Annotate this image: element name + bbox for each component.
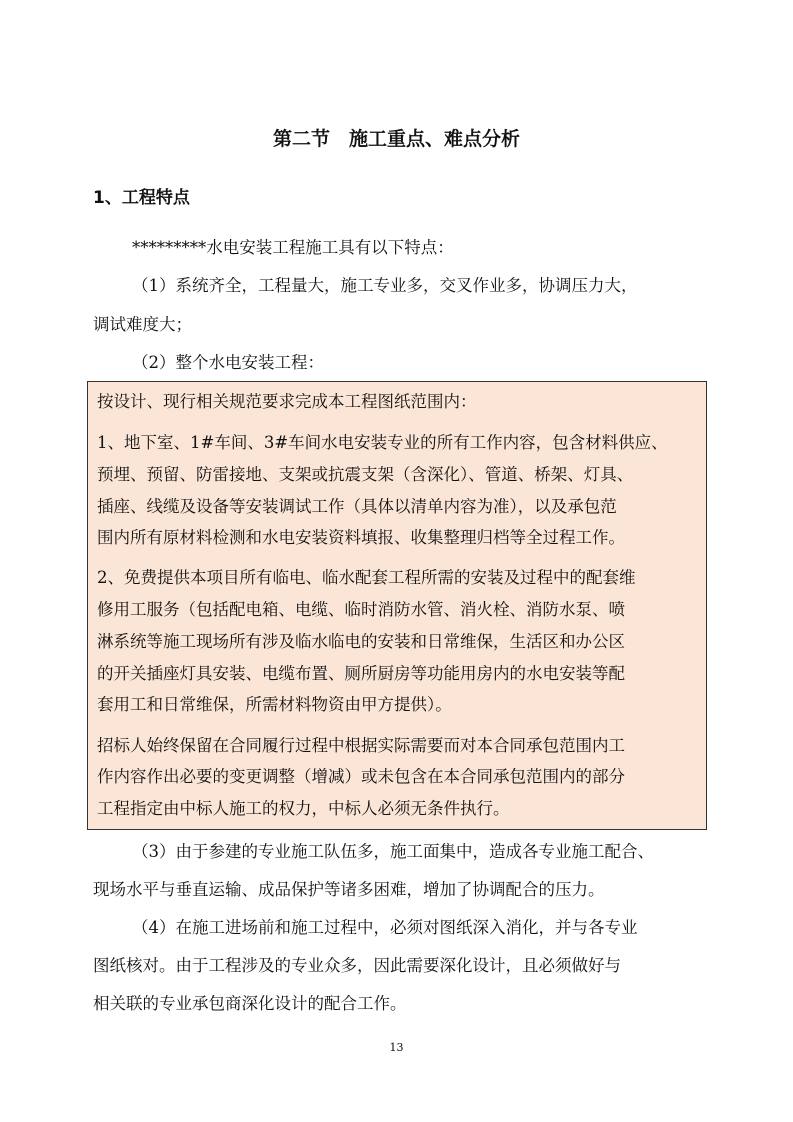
scope-item3-line: 工程指定由中标人施工的权力，中标人必须无条件执行。	[97, 799, 510, 818]
scope-box	[87, 381, 707, 830]
scope-item2-line: 2、免费提供本项目所有临电、临水配套工程所需的安装及过程中的配套维	[97, 568, 636, 587]
point4-line: 图纸核对。由于工程涉及的专业众多，因此需要深化设计，且必须做好与	[93, 956, 621, 975]
point2-title: （2）整个水电安装工程：	[132, 353, 324, 372]
page-number: 13	[389, 1041, 404, 1054]
point1-line: 调试难度大；	[93, 315, 192, 334]
point3-line: 现场水平与垂直运输、成品保护等诸多困难，增加了协调配合的压力。	[93, 880, 605, 899]
scope-item1-line: 1、地下室、1#车间、3#车间水电安装专业的所有工作内容，包含材料供应、	[97, 433, 668, 452]
point4-line: 相关联的专业承包商深化设计的配合工作。	[93, 994, 407, 1013]
point3-line: （3）由于参建的专业施工队伍多，施工面集中，造成各专业施工配合、	[132, 842, 654, 861]
scope-item1-line: 插座、线缆及设备等安装调试工作（具体以清单内容为准），以及承包范	[97, 497, 617, 516]
intro-paragraph: *********水电安装工程施工具有以下特点：	[132, 238, 454, 257]
scope-item3-line: 作内容作出必要的变更调整（增减）或未包含在本合同承包范围内的部分	[97, 767, 625, 786]
scope-item2-line: 套用工和日常维保，所需材料物资由甲方提供）。	[97, 695, 452, 714]
scope-item3-line: 招标人始终保留在合同履行过程中根据实际需要而对本合同承包范围内工	[97, 736, 625, 755]
scope-item2-line: 的开关插座灯具安装、电缆布置、厕所厨房等功能用房内的水电安装等配	[97, 664, 625, 683]
scope-item1-line: 围内所有原材料检测和水电安装资料填报、收集整理归档等全过程工作。	[97, 528, 625, 547]
scope-item1-line: 预埋、预留、防雷接地、支架或抗震支架（含深化）、管道、桥架、灯具、	[97, 465, 634, 484]
subsection-heading: 1、工程特点	[93, 188, 190, 208]
section-title: 第二节 施工重点、难点分析	[272, 128, 520, 150]
point1-line: （1）系统齐全，工程量大，施工专业多，交叉作业多，协调压力大，	[132, 276, 638, 295]
scope-item2-line: 淋系统等施工现场所有涉及临水临电的安装和日常维保，生活区和办公区	[97, 632, 625, 651]
scope-item2-line: 修用工服务（包括配电箱、电缆、临时消防水管、消火栓、消防水泵、喷	[97, 600, 625, 619]
scope-intro: 按设计、现行相关规范要求完成本工程图纸范围内：	[97, 392, 477, 411]
point4-line: （4）在施工进场前和施工过程中，必须对图纸深入消化，并与各专业	[132, 918, 638, 937]
